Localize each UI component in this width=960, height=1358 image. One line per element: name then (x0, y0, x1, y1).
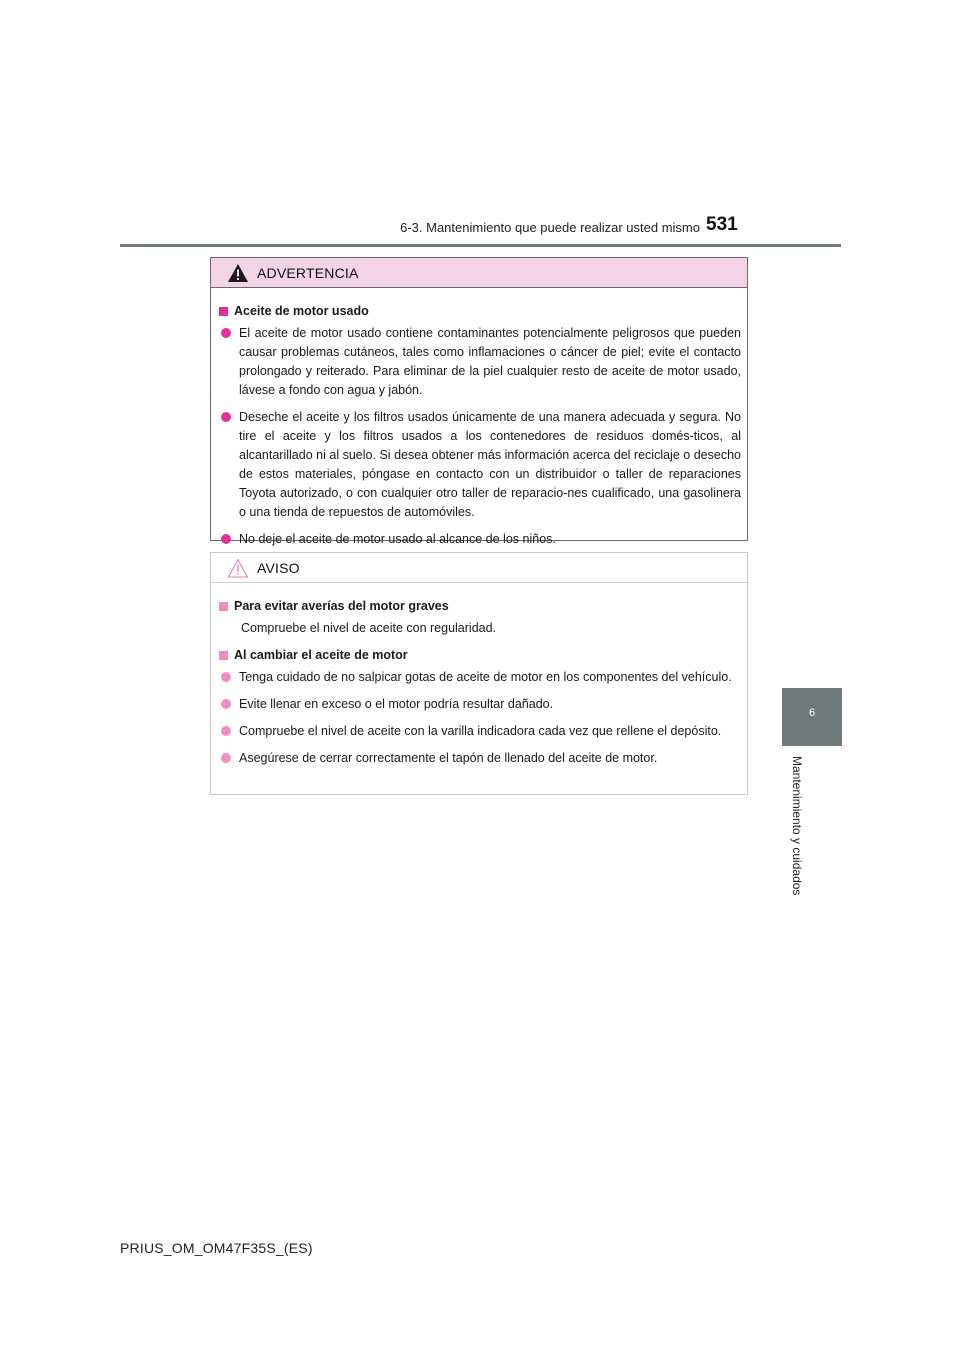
list-item-text: Tenga cuidado de no salpicar gotas de aceite de motor en los componentes del vehículo. (239, 670, 732, 684)
notice-box-header (211, 553, 747, 583)
list-item (221, 749, 741, 768)
list-item (221, 530, 741, 549)
warning-triangle-icon (227, 263, 249, 283)
warning-box-body (211, 288, 747, 549)
warning-box-header (211, 258, 747, 288)
caution-triangle-icon (227, 558, 249, 578)
square-bullet-icon (219, 651, 228, 660)
warning-title: ADVERTENCIA (257, 264, 359, 281)
notice-section-heading-text: Para evitar averías del motor graves (234, 599, 449, 613)
document-code: PRIUS_OM_OM47F35S_(ES) (120, 1240, 313, 1256)
list-item (221, 668, 741, 687)
chapter-tab (782, 688, 842, 746)
round-bullet-icon (221, 328, 231, 338)
list-item-text: Evite llenar en exceso o el motor podría resultar dañado. (239, 697, 554, 711)
notice-box (210, 552, 748, 795)
warning-section-heading-text: Aceite de motor usado (234, 304, 369, 318)
list-item (221, 695, 741, 714)
chapter-number: 6 (808, 707, 816, 719)
warning-section-heading (219, 302, 741, 320)
list-item-text: No deje el aceite de motor usado al alcance de los niños. (239, 532, 556, 546)
warning-box (210, 257, 748, 546)
header-section-title: 6-3. Mantenimiento que puede realizar usted mismo (400, 220, 700, 235)
notice-box-body (211, 583, 747, 768)
round-bullet-icon (221, 672, 231, 682)
notice-section-heading (219, 646, 741, 664)
list-item (221, 722, 741, 741)
round-bullet-icon (221, 412, 231, 422)
list-item-text: Asegúrese de cerrar correctamente el tapón de llenado del aceite de motor. (239, 751, 658, 765)
notice-section-heading (219, 597, 741, 615)
round-bullet-icon (221, 726, 231, 736)
list-item (221, 324, 741, 400)
list-item (221, 408, 741, 522)
list-item-text: Compruebe el nivel de aceite con la varilla indicadora cada vez que rellene el depósito. (239, 724, 722, 738)
round-bullet-icon (221, 699, 231, 709)
list-item-text: El aceite de motor usado contiene contaminantes potencialmente peligrosos que pueden causar problemas cutáneos, tales como inflamaciones o cáncer de piel; evite el contacto prolongado y reiterado. Para eliminar de la piel cualquier resto de aceite de motor usado, lávese a fondo con agua y jabón. (239, 326, 741, 397)
square-bullet-icon (219, 307, 228, 316)
list-item-text: Deseche el aceite y los filtros usados únicamente de una manera adecuada y segura. No tire el aceite y los filtros usados a los contenedores de residuos domés-ticos, al alcantarillado ni al suelo. Si desea obtener más información acerca del reciclaje o desecho de estos materiales, póngase en contacto con un distribuidor o taller de reparaciones Toyota autorizado, o con cualquier otro taller de reparacio-nes cualificado, una gasolinera o una tienda de repuestos de automóviles. (239, 410, 741, 519)
header-rule (120, 244, 841, 247)
chapter-title: Mantenimiento y cuidados (790, 756, 804, 896)
notice-title: AVISO (257, 559, 300, 576)
square-bullet-icon (219, 602, 228, 611)
round-bullet-icon (221, 753, 231, 763)
notice-section-heading-text: Al cambiar el aceite de motor (234, 648, 408, 662)
round-bullet-icon (221, 534, 231, 544)
notice-section-text: Compruebe el nivel de aceite con regularidad. (241, 621, 497, 635)
page-number: 531 (706, 214, 738, 235)
